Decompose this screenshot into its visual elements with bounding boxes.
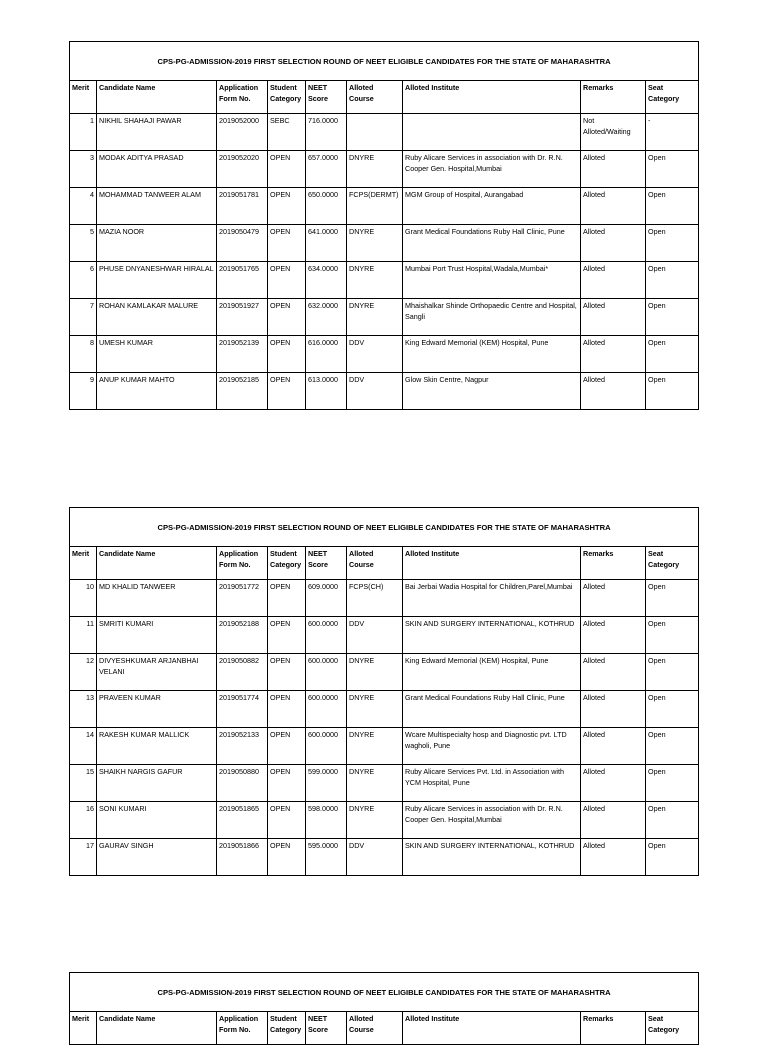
cell-name: ROHAN KAMLAKAR MALURE	[97, 299, 217, 336]
cell-merit: 11	[70, 617, 97, 654]
cell-institute: Ruby Alicare Services in association with Dr. R.N. Cooper Gen. Hospital,Mumbai	[403, 151, 581, 188]
cell-category: OPEN	[268, 188, 306, 225]
cell-institute: SKIN AND SURGERY INTERNATIONAL, KOTHRUD	[403, 617, 581, 654]
cell-remarks: Alloted	[581, 654, 646, 691]
cell-institute: Mumbai Port Trust Hospital,Wadala,Mumbai*	[403, 262, 581, 299]
cell-course: DDV	[347, 839, 403, 876]
cell-category: OPEN	[268, 373, 306, 410]
cell-remarks: Alloted	[581, 225, 646, 262]
column-header-seat: Seat Category	[646, 1012, 699, 1045]
column-header-name: Candidate Name	[97, 547, 217, 580]
cell-form-no: 2019051866	[217, 839, 268, 876]
column-header-category: Student Category	[268, 81, 306, 114]
cell-form-no: 2019051765	[217, 262, 268, 299]
cell-score: 600.0000	[306, 691, 347, 728]
cell-course	[347, 114, 403, 151]
cell-course: DNYRE	[347, 654, 403, 691]
allotment-table	[69, 41, 699, 410]
table-row	[70, 225, 699, 262]
cell-score: 609.0000	[306, 580, 347, 617]
cell-score: 716.0000	[306, 114, 347, 151]
table-title: CPS-PG-ADMISSION-2019 FIRST SELECTION ROUND OF NEET ELIGIBLE CANDIDATES FOR THE STATE OF MAHARASHTRA	[70, 508, 699, 547]
cell-seat: Open	[646, 617, 699, 654]
cell-category: OPEN	[268, 728, 306, 765]
cell-category: OPEN	[268, 839, 306, 876]
cell-form-no: 2019051774	[217, 691, 268, 728]
cell-score: 598.0000	[306, 802, 347, 839]
cell-category: OPEN	[268, 151, 306, 188]
cell-form-no: 2019052139	[217, 336, 268, 373]
cell-score: 600.0000	[306, 654, 347, 691]
cell-institute: Grant Medical Foundations Ruby Hall Clinic, Pune	[403, 225, 581, 262]
cell-score: 600.0000	[306, 728, 347, 765]
cell-score: 595.0000	[306, 839, 347, 876]
table-row	[70, 802, 699, 839]
cell-course: FCPS(CH)	[347, 580, 403, 617]
cell-name: GAURAV SINGH	[97, 839, 217, 876]
table-title: CPS-PG-ADMISSION-2019 FIRST SELECTION ROUND OF NEET ELIGIBLE CANDIDATES FOR THE STATE OF MAHARASHTRA	[70, 42, 699, 81]
table-row	[70, 617, 699, 654]
cell-remarks: Alloted	[581, 765, 646, 802]
table-row	[70, 188, 699, 225]
cell-form-no: 2019051781	[217, 188, 268, 225]
cell-name: UMESH KUMAR	[97, 336, 217, 373]
cell-course: DDV	[347, 373, 403, 410]
cell-remarks: Alloted	[581, 299, 646, 336]
column-header-remarks: Remarks	[581, 81, 646, 114]
cell-institute: MGM Group of Hospital, Aurangabad	[403, 188, 581, 225]
cell-seat: Open	[646, 839, 699, 876]
cell-course: FCPS(DERMT)	[347, 188, 403, 225]
cell-category: OPEN	[268, 262, 306, 299]
cell-seat: -	[646, 114, 699, 151]
cell-remarks: Alloted	[581, 151, 646, 188]
cell-merit: 13	[70, 691, 97, 728]
cell-category: OPEN	[268, 299, 306, 336]
cell-name: DIVYESHKUMAR ARJANBHAI VELANI	[97, 654, 217, 691]
cell-seat: Open	[646, 373, 699, 410]
column-header-form-no: Application Form No.	[217, 547, 268, 580]
cell-form-no: 2019050479	[217, 225, 268, 262]
cell-remarks: Alloted	[581, 188, 646, 225]
cell-institute: Mhaishalkar Shinde Orthopaedic Centre and Hospital, Sangli	[403, 299, 581, 336]
cell-institute: Ruby Alicare Services in association with Dr. R.N. Cooper Gen. Hospital,Mumbai	[403, 802, 581, 839]
cell-course: DDV	[347, 336, 403, 373]
cell-remarks: Alloted	[581, 802, 646, 839]
cell-category: OPEN	[268, 336, 306, 373]
cell-form-no: 2019052020	[217, 151, 268, 188]
cell-course: DDV	[347, 617, 403, 654]
cell-form-no: 2019052185	[217, 373, 268, 410]
cell-merit: 5	[70, 225, 97, 262]
cell-institute: Grant Medical Foundations Ruby Hall Clinic, Pune	[403, 691, 581, 728]
cell-score: 613.0000	[306, 373, 347, 410]
allotment-table-3	[69, 972, 698, 1045]
column-header-name: Candidate Name	[97, 1012, 217, 1045]
cell-score: 599.0000	[306, 765, 347, 802]
cell-score: 616.0000	[306, 336, 347, 373]
column-header-seat: Seat Category	[646, 547, 699, 580]
table-title: CPS-PG-ADMISSION-2019 FIRST SELECTION ROUND OF NEET ELIGIBLE CANDIDATES FOR THE STATE OF MAHARASHTRA	[70, 973, 699, 1012]
column-header-institute: Alloted Institute	[403, 1012, 581, 1045]
cell-form-no: 2019051772	[217, 580, 268, 617]
column-header-institute: Alloted Institute	[403, 81, 581, 114]
cell-category: OPEN	[268, 654, 306, 691]
cell-institute: Ruby Alicare Services Pvt. Ltd. in Association with YCM Hospital, Pune	[403, 765, 581, 802]
table-row	[70, 691, 699, 728]
table-row	[70, 728, 699, 765]
table-row	[70, 114, 699, 151]
cell-category: OPEN	[268, 580, 306, 617]
cell-institute: SKIN AND SURGERY INTERNATIONAL, KOTHRUD	[403, 839, 581, 876]
cell-category: OPEN	[268, 765, 306, 802]
cell-merit: 16	[70, 802, 97, 839]
cell-form-no: 2019050882	[217, 654, 268, 691]
cell-merit: 14	[70, 728, 97, 765]
cell-seat: Open	[646, 802, 699, 839]
cell-category: OPEN	[268, 225, 306, 262]
cell-category: OPEN	[268, 691, 306, 728]
column-header-course: Alloted Course	[347, 1012, 403, 1045]
table-row	[70, 299, 699, 336]
cell-merit: 3	[70, 151, 97, 188]
column-header-category: Student Category	[268, 547, 306, 580]
column-header-category: Student Category	[268, 1012, 306, 1045]
cell-remarks: Alloted	[581, 373, 646, 410]
cell-course: DNYRE	[347, 225, 403, 262]
cell-institute: King Edward Memorial (KEM) Hospital, Pune	[403, 654, 581, 691]
column-header-score: NEET Score	[306, 547, 347, 580]
cell-name: SONI KUMARI	[97, 802, 217, 839]
column-header-form-no: Application Form No.	[217, 81, 268, 114]
cell-remarks: Alloted	[581, 617, 646, 654]
allotment-table-1	[69, 41, 698, 410]
cell-name: MODAK ADITYA PRASAD	[97, 151, 217, 188]
column-header-name: Candidate Name	[97, 81, 217, 114]
allotment-table	[69, 507, 699, 876]
cell-seat: Open	[646, 225, 699, 262]
cell-name: SHAIKH NARGIS GAFUR	[97, 765, 217, 802]
column-header-merit: Merit	[70, 1012, 97, 1045]
cell-remarks: Alloted	[581, 728, 646, 765]
cell-merit: 10	[70, 580, 97, 617]
cell-seat: Open	[646, 654, 699, 691]
cell-category: SEBC	[268, 114, 306, 151]
table-row	[70, 373, 699, 410]
header-row	[70, 81, 699, 114]
table-row	[70, 839, 699, 876]
cell-form-no: 2019052188	[217, 617, 268, 654]
cell-score: 650.0000	[306, 188, 347, 225]
cell-form-no: 2019052000	[217, 114, 268, 151]
cell-score: 641.0000	[306, 225, 347, 262]
cell-name: PHUSE DNYANESHWAR HIRALAL	[97, 262, 217, 299]
cell-name: NIKHIL SHAHAJI PAWAR	[97, 114, 217, 151]
cell-form-no: 2019051865	[217, 802, 268, 839]
column-header-course: Alloted Course	[347, 547, 403, 580]
cell-score: 600.0000	[306, 617, 347, 654]
cell-merit: 8	[70, 336, 97, 373]
cell-name: MOHAMMAD TANWEER ALAM	[97, 188, 217, 225]
cell-merit: 15	[70, 765, 97, 802]
cell-seat: Open	[646, 188, 699, 225]
cell-remarks: Alloted	[581, 580, 646, 617]
cell-institute	[403, 114, 581, 151]
cell-name: PRAVEEN KUMAR	[97, 691, 217, 728]
cell-name: ANUP KUMAR MAHTO	[97, 373, 217, 410]
cell-seat: Open	[646, 151, 699, 188]
cell-course: DNYRE	[347, 151, 403, 188]
table-row	[70, 336, 699, 373]
cell-seat: Open	[646, 336, 699, 373]
cell-institute: Glow Skin Centre, Nagpur	[403, 373, 581, 410]
cell-name: MAZIA NOOR	[97, 225, 217, 262]
cell-merit: 17	[70, 839, 97, 876]
cell-institute: Bai Jerbai Wadia Hospital for Children,Parel,Mumbai	[403, 580, 581, 617]
cell-seat: Open	[646, 765, 699, 802]
cell-seat: Open	[646, 262, 699, 299]
cell-merit: 12	[70, 654, 97, 691]
column-header-form-no: Application Form No.	[217, 1012, 268, 1045]
cell-institute: Wcare Multispecialty hosp and Diagnostic pvt. LTD wagholi, Pune	[403, 728, 581, 765]
allotment-table-2	[69, 507, 698, 876]
cell-course: DNYRE	[347, 765, 403, 802]
cell-merit: 7	[70, 299, 97, 336]
column-header-merit: Merit	[70, 81, 97, 114]
column-header-remarks: Remarks	[581, 1012, 646, 1045]
header-row	[70, 547, 699, 580]
allotment-table	[69, 972, 699, 1045]
cell-remarks: Alloted	[581, 336, 646, 373]
cell-course: DNYRE	[347, 262, 403, 299]
column-header-seat: Seat Category	[646, 81, 699, 114]
cell-remarks: Alloted	[581, 262, 646, 299]
cell-course: DNYRE	[347, 802, 403, 839]
table-row	[70, 580, 699, 617]
column-header-course: Alloted Course	[347, 81, 403, 114]
cell-category: OPEN	[268, 617, 306, 654]
cell-seat: Open	[646, 728, 699, 765]
column-header-score: NEET Score	[306, 1012, 347, 1045]
cell-form-no: 2019051927	[217, 299, 268, 336]
cell-merit: 1	[70, 114, 97, 151]
cell-name: SMRITI KUMARI	[97, 617, 217, 654]
header-row	[70, 1012, 699, 1045]
cell-course: DNYRE	[347, 299, 403, 336]
cell-name: MD KHALID TANWEER	[97, 580, 217, 617]
cell-name: RAKESH KUMAR MALLICK	[97, 728, 217, 765]
table-row	[70, 654, 699, 691]
cell-form-no: 2019052133	[217, 728, 268, 765]
cell-remarks: Not Alloted/Waiting	[581, 114, 646, 151]
cell-institute: King Edward Memorial (KEM) Hospital, Pune	[403, 336, 581, 373]
column-header-merit: Merit	[70, 547, 97, 580]
cell-merit: 4	[70, 188, 97, 225]
cell-remarks: Alloted	[581, 839, 646, 876]
cell-seat: Open	[646, 580, 699, 617]
cell-form-no: 2019050880	[217, 765, 268, 802]
column-header-institute: Alloted Institute	[403, 547, 581, 580]
table-row	[70, 151, 699, 188]
cell-score: 632.0000	[306, 299, 347, 336]
cell-score: 657.0000	[306, 151, 347, 188]
column-header-remarks: Remarks	[581, 547, 646, 580]
column-header-score: NEET Score	[306, 81, 347, 114]
cell-course: DNYRE	[347, 728, 403, 765]
cell-merit: 9	[70, 373, 97, 410]
table-row	[70, 262, 699, 299]
cell-remarks: Alloted	[581, 691, 646, 728]
cell-score: 634.0000	[306, 262, 347, 299]
cell-course: DNYRE	[347, 691, 403, 728]
cell-category: OPEN	[268, 802, 306, 839]
cell-seat: Open	[646, 299, 699, 336]
cell-merit: 6	[70, 262, 97, 299]
table-row	[70, 765, 699, 802]
cell-seat: Open	[646, 691, 699, 728]
